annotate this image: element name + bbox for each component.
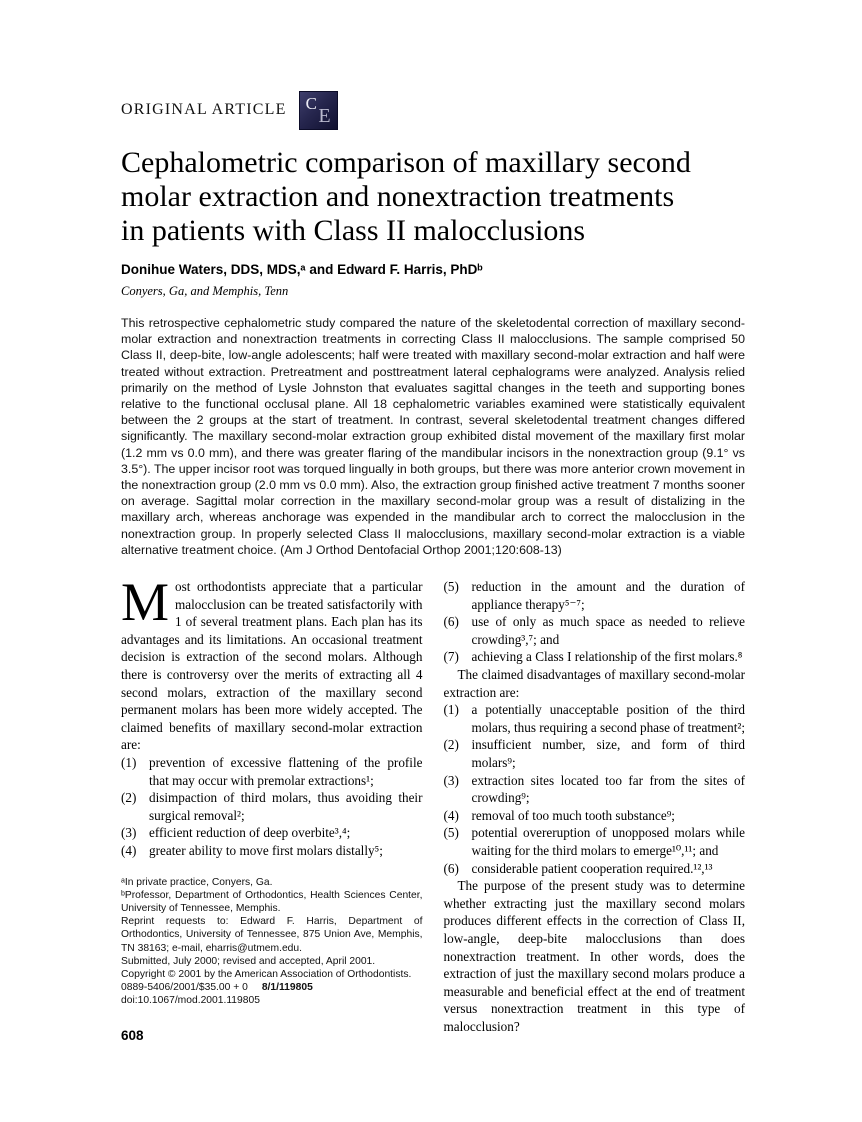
list-item	[444, 701, 746, 736]
article-type-label: ORIGINAL ARTICLE	[121, 101, 287, 118]
list-item	[444, 860, 746, 878]
list-item	[444, 613, 746, 648]
benefits-list-1-4	[121, 754, 423, 860]
list-item-text: removal of too much tooth substance⁹;	[471, 807, 675, 823]
list-item-text: considerable patient cooperation required.¹²,¹³	[471, 860, 713, 876]
footnote-affiliation-a: ᵃIn private practice, Conyers, Ga.	[121, 876, 273, 888]
list-item-text: achieving a Class I relationship of the first molars.⁸	[471, 649, 743, 665]
list-item	[444, 807, 746, 825]
title-line-2: molar extraction and nonextraction treatments	[121, 180, 675, 213]
list-item-number: (1)	[443, 702, 459, 718]
list-item-text: potential overeruption of unopposed molars while waiting for the third molars to emerge¹⁰,¹¹; and	[471, 825, 745, 858]
list-item-text: extraction sites located too far from the sites of crowding⁹;	[471, 772, 745, 806]
list-item-number: (3)	[443, 772, 459, 788]
purpose-paragraph: The purpose of the present study was to determine whether extracting just the maxillary second molars produces different effects in the correction of Class II, low-angle, deep-bite malocclusions than does nonextraction treatment. In other words, does the extraction of just the maxillary second molars produce a measurable and beneficial effect at the end of treatment versus nonextraction treatment in this type of malocclusion?	[443, 878, 745, 1034]
list-item-number: (6)	[443, 614, 459, 630]
dropcap-letter: M	[121, 572, 170, 633]
list-item-text: greater ability to move first molars distally⁵;	[149, 842, 383, 858]
footnote-doi: doi:10.1067/mod.2001.119805	[121, 995, 260, 1007]
title-line-3: in patients with Class II malocclusions	[121, 214, 586, 247]
list-item	[444, 772, 746, 807]
title-line-1: Cephalometric comparison of maxillary second	[121, 146, 691, 179]
footnote-submitted: Submitted, July 2000; revised and accepted, April 2001.	[121, 955, 376, 967]
list-item	[121, 824, 423, 842]
body-columns	[121, 572, 745, 1035]
list-item-text: reduction in the amount and the duration of appliance therapy⁵⁻⁷;	[471, 579, 745, 612]
list-item-number: (2)	[443, 737, 459, 753]
list-item	[444, 824, 746, 859]
list-item-text: prevention of excessive flattening of the profile that may occur with premolar extractions¹;	[149, 754, 423, 788]
ce-badge-letter-e: E	[318, 104, 331, 127]
article-title	[121, 146, 745, 248]
list-item-text: disimpaction of third molars, thus avoiding their surgical removal²;	[149, 790, 423, 823]
footnote-affiliation-b: ᵇProfessor, Department of Orthodontics, Health Sciences Center, University of Tennessee, Memphis.	[121, 889, 423, 914]
list-item	[121, 789, 423, 824]
intro-paragraph	[121, 572, 423, 754]
list-item-number: (2)	[121, 790, 137, 806]
article-header	[121, 90, 745, 130]
list-item-number: (4)	[121, 842, 137, 858]
list-item-number: (5)	[443, 579, 459, 595]
list-item-number: (1)	[121, 754, 137, 770]
list-item	[121, 842, 423, 860]
footnote-article-code: 8/1/119805	[261, 982, 313, 994]
disadvantages-intro-paragraph: The claimed disadvantages of maxillary second-molar extraction are:	[443, 667, 745, 700]
list-item-text: insufficient number, size, and form of third molars⁹;	[471, 737, 745, 770]
ce-badge-icon	[299, 91, 338, 130]
affiliation-line: Conyers, Ga, and Memphis, Tenn	[121, 284, 289, 298]
list-item-text: use of only as much space as needed to relieve crowding³,⁷; and	[471, 614, 745, 647]
footnote-copyright: Copyright © 2001 by the American Association of Orthodontists.	[121, 968, 412, 980]
journal-page	[121, 90, 745, 1035]
list-item-number: (5)	[443, 825, 459, 841]
list-item-number: (7)	[443, 649, 459, 665]
abstract-paragraph: This retrospective cephalometric study compared the nature of the skeletodental correction of maxillary second-molar extraction and nonextraction treatments in correcting Class II malocclusions. The sample comprised 50 Class II, deep-bite, low-angle adolescents; half were treated with maxillary second-molar extraction and half were treated without extraction. Pretreatment and posttreatment lateral cephalograms were analyzed. Analysis relied primarily on the method of Lysle Johnston that evaluates sagittal changes in the teeth and supporting bones relative to the functional occlusal plane. All 18 cephalometric variables examined were statistically equivalent between the 2 groups at the start of treatment. In contrast, several skeletodental treatment changes differed significantly. The maxillary second-molar extraction group exhibited distal movement of the maxillary first molar (1.2 mm vs 0.0 mm), and there was greater flaring of the mandibular incisors in the nonextraction group (9.1° vs 3.5°). The upper incisor root was torqued lingually in both groups, but there was more anterior crown movement in the nonextraction group (2.0 mm vs 0.0 mm). Also, the extraction group finished active treatment 7 months sooner on average. Sagittal molar correction in the maxillary second-molar group was a result of distalizing in the maxillary arch, whereas anchorage was expended in the mandibular arch to correct the malocclusion in the nonextraction group. In properly selected Class II malocclusions, maxillary second-molar extraction is a viable alternative treatment choice. (Am J Orthod Dentofacial Orthop 2001;120:608-13)	[121, 316, 745, 557]
list-item	[444, 578, 746, 613]
list-item-number: (6)	[443, 860, 459, 876]
list-item	[444, 736, 746, 771]
list-item	[121, 754, 423, 789]
list-item	[444, 648, 746, 666]
ce-badge-letter-c: C	[305, 93, 317, 113]
intro-text: ost orthodontists appreciate that a particular malocclusion can be treated satisfactorily with 1 of several treatment plans. Each plan has its advantages and its limitations. An occasional treatment decision is extraction of the second molars. Although there is controversy over the merits of extracting all 4 second molars, extraction of the maxillary second permanent molars has been more widely accepted. The claimed benefits of maxillary second-molar extraction are:	[121, 579, 423, 753]
footnotes-block	[121, 876, 423, 1008]
page-number: 608	[121, 1028, 144, 1043]
right-column	[444, 578, 746, 1035]
footnote-issn-code: 0889-5406/2001/$35.00 + 0	[121, 982, 248, 994]
footnote-issn-line	[121, 981, 423, 994]
left-column	[121, 572, 423, 1035]
list-item-number: (4)	[443, 807, 459, 823]
list-item-text: a potentially unacceptable position of the third molars, thus requiring a second phase of treatment²;	[471, 702, 745, 735]
benefits-list-5-7	[444, 578, 746, 666]
authors-line: Donihue Waters, DDS, MDS,ᵃ and Edward F. Harris, PhDᵇ	[121, 262, 483, 277]
list-item-text: efficient reduction of deep overbite³,⁴;	[149, 825, 351, 841]
list-item-number: (3)	[121, 825, 137, 841]
footnote-reprint-requests: Reprint requests to: Edward F. Harris, Department of Orthodontics, University of Tennessee, 875 Union Ave, Memphis, TN 38163; e-mail, eharris@utmem.edu.	[121, 916, 423, 954]
disadvantages-list	[444, 701, 746, 877]
